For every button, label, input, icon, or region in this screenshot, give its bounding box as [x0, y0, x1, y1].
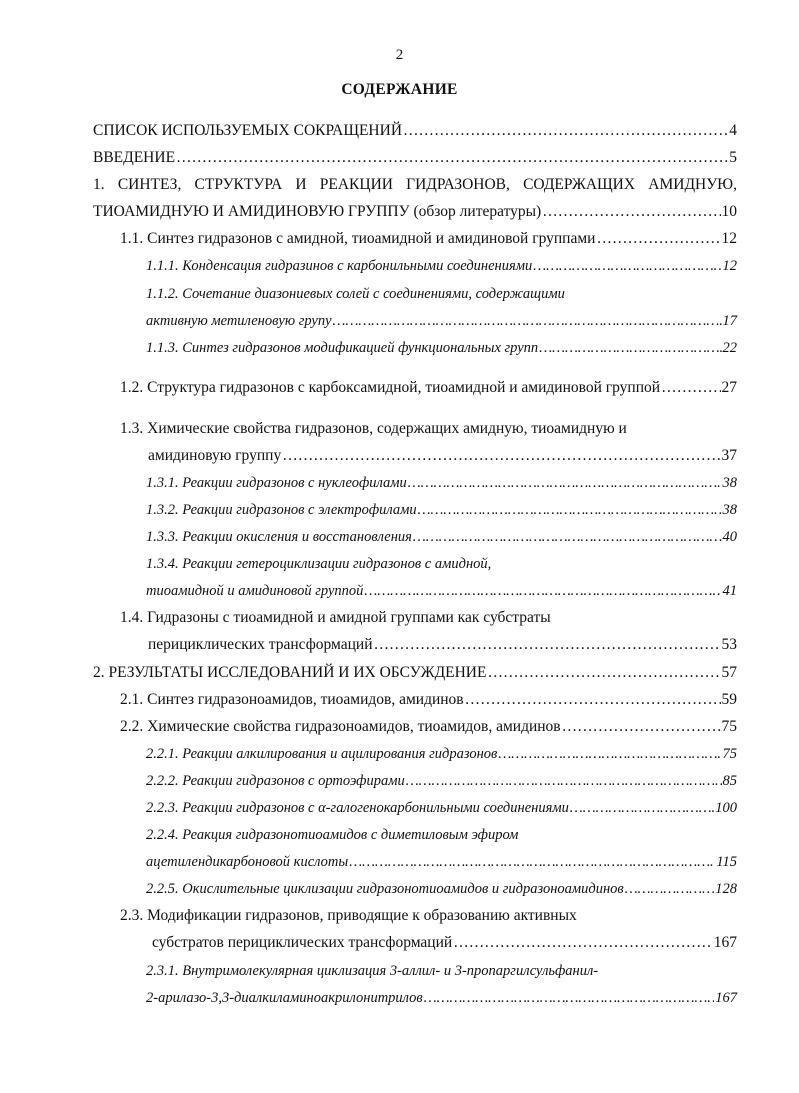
toc-entry-text: 1. СИНТЕЗ, СТРУКТУРА И РЕАКЦИИ ГИДРАЗОНОВ, СОДЕРЖАЩИХ АМИДНУЮ, [93, 176, 737, 193]
toc-entry-text: перициклических трансформаций [148, 636, 373, 653]
toc-entry [146, 500, 737, 520]
toc-entry [120, 608, 737, 628]
toc-entry-text: 2.2.2. Реакции гидразонов с ортоэфирами [146, 773, 405, 789]
toc-entry-page: 167 [713, 934, 737, 951]
toc-entry-page: 41 [722, 583, 737, 599]
toc-entry-text: 2.3.1. Внутримолекулярная циклизация 3-аллил- и 3-пропаргилсульфанил- [146, 963, 599, 979]
toc-entry-page: 57 [721, 664, 737, 681]
toc-entry-page: 38 [722, 502, 737, 518]
toc-entry [93, 121, 737, 141]
toc-entry-page: 17 [722, 313, 737, 329]
toc-entry [148, 635, 737, 655]
toc-entry-page: 75 [722, 746, 737, 762]
toc-entry-page: 59 [721, 691, 737, 708]
toc-entry-text: 2.2.5. Окислительные циклизации гидразонотиоамидов и гидразоноамидинов [146, 881, 624, 897]
toc-entry-text: ВВЕДЕНИЕ [93, 149, 176, 166]
toc-entry-page: 167 [715, 990, 737, 1006]
toc-entry-text: 1.1.3. Синтез гидразонов модификацией функциональных групп [146, 340, 539, 356]
page-number: 2 [395, 47, 404, 63]
toc-entry-page: 40 [722, 529, 737, 545]
toc-entry [120, 229, 737, 249]
toc-entry-text: 2.2.3. Реакции гидразонов с α-галогенокарбонильными соединениями [146, 800, 569, 816]
toc-entry-page: 85 [722, 773, 737, 789]
toc-entry-text: амидиновую группу [148, 447, 282, 464]
toc-entry-text: 2.2.1. Реакции алкилирования и ацилирования гидразонов [146, 746, 498, 762]
toc-entry-page: 38 [722, 475, 737, 491]
toc-entry-page: 22 [722, 340, 737, 356]
toc-entry [146, 554, 737, 574]
toc-entry [146, 771, 737, 791]
toc-entry-text: 2. РЕЗУЛЬТАТЫ ИССЛЕДОВАНИЙ И ИХ ОБСУЖДЕНИЕ [93, 664, 487, 681]
toc-entry-text: 1.3.4. Реакции гетероциклизации гидразонов с амидной, [146, 556, 492, 572]
toc-entry-page: 53 [721, 636, 737, 653]
toc-entry-text: 2-арилазо-3,3-диалкиламиноакрилонитрилов [146, 990, 423, 1006]
toc-entry-text: 1.1.1. Конденсация гидразинов с карбонильными соединениями [146, 258, 533, 274]
toc-entry-page: 75 [721, 718, 737, 735]
toc-entry [148, 446, 737, 466]
toc-entry-text: 1.1. Синтез гидразонов с амидной, тиоамидной и амидиновой группами [120, 230, 596, 247]
toc-entry-page: 10 [721, 203, 737, 220]
toc-entry-text: 2.2. Химические свойства гидразоноамидов, тиоамидов, амидинов [120, 718, 561, 735]
toc-entry-text: 1.3.3. Реакции окисления и восстановления [146, 529, 412, 545]
toc-entry [93, 202, 737, 222]
toc-entry [120, 906, 737, 926]
toc-entry-text: 1.3.1. Реакции гидразонов с нуклеофилами [146, 475, 407, 491]
toc-entry [146, 852, 737, 872]
toc-entry-text: 2.3. Модификации гидразонов, приводящие к образованию активных [120, 907, 577, 924]
toc-entry [93, 175, 737, 195]
toc-entry-page: 128 [715, 881, 737, 897]
toc-entry-page: 27 [721, 379, 737, 396]
toc-entry [146, 825, 737, 845]
toc-entry [146, 338, 737, 358]
toc-entry [146, 473, 737, 493]
toc-entry [146, 311, 737, 331]
toc-entry [146, 527, 737, 547]
toc-entry [120, 717, 737, 737]
toc-entry-text: тиоамидной и амидиновой группой [146, 583, 364, 599]
toc-entry-page: 115 [716, 854, 737, 870]
toc-entry [146, 961, 737, 981]
toc-entry-text: 2.1. Синтез гидразоноамидов, тиоамидов, амидинов [120, 691, 464, 708]
toc-entry-text: 1.1.2. Сочетание диазониевых солей с соединениями, содержащими [146, 286, 565, 302]
toc-entry-text: 1.3. Химические свойства гидразонов, содержащих амидную, тиоамидную и [120, 420, 627, 437]
toc-entry-text: активную метиленовую групу [146, 313, 332, 329]
toc-entry [146, 256, 737, 276]
toc-entry-text: 1.4. Гидразоны с тиоамидной и амидной группами как субстраты [120, 609, 551, 626]
toc-entry [146, 581, 737, 601]
toc-entry [93, 663, 737, 683]
toc-entry [146, 879, 737, 899]
toc-entry-text: 1.2. Структура гидразонов с карбоксамидной, тиоамидной и амидиновой группой [120, 379, 661, 396]
page-title: СОДЕРЖАНИЕ [341, 81, 458, 98]
toc-entry [120, 690, 737, 710]
toc-entry-page: 12 [722, 258, 737, 274]
toc-entry [152, 933, 737, 953]
toc-entry-text: ТИОАМИДНУЮ И АМИДИНОВУЮ ГРУППУ (обзор литературы) [93, 203, 542, 220]
toc-entry [146, 744, 737, 764]
toc-entry-page: 100 [715, 800, 737, 816]
toc-entry-text: 1.3.2. Реакции гидразонов с электрофилами [146, 502, 417, 518]
toc-entry-page: 4 [729, 122, 737, 139]
toc-entry [120, 378, 737, 398]
toc-entry [120, 419, 737, 439]
toc-entry-text: ацетилендикарбоновой кислоты [146, 854, 349, 870]
toc-entry-text: субстратов перициклических трансформаций [152, 934, 453, 951]
toc-entry [146, 988, 737, 1008]
toc-entry [93, 148, 737, 168]
toc-entry [146, 798, 737, 818]
toc-entry-page: 12 [721, 230, 737, 247]
toc-entry-text: СПИСОК ИСПОЛЬЗУЕМЫХ СОКРАЩЕНИЙ [93, 122, 403, 139]
toc-entry-page: 37 [721, 447, 737, 464]
toc-entry-text: 2.2.4. Реакция гидразонотиоамидов с диметиловым эфиром [146, 827, 519, 843]
toc-entry-page: 5 [729, 149, 737, 166]
toc-entry [146, 284, 737, 304]
